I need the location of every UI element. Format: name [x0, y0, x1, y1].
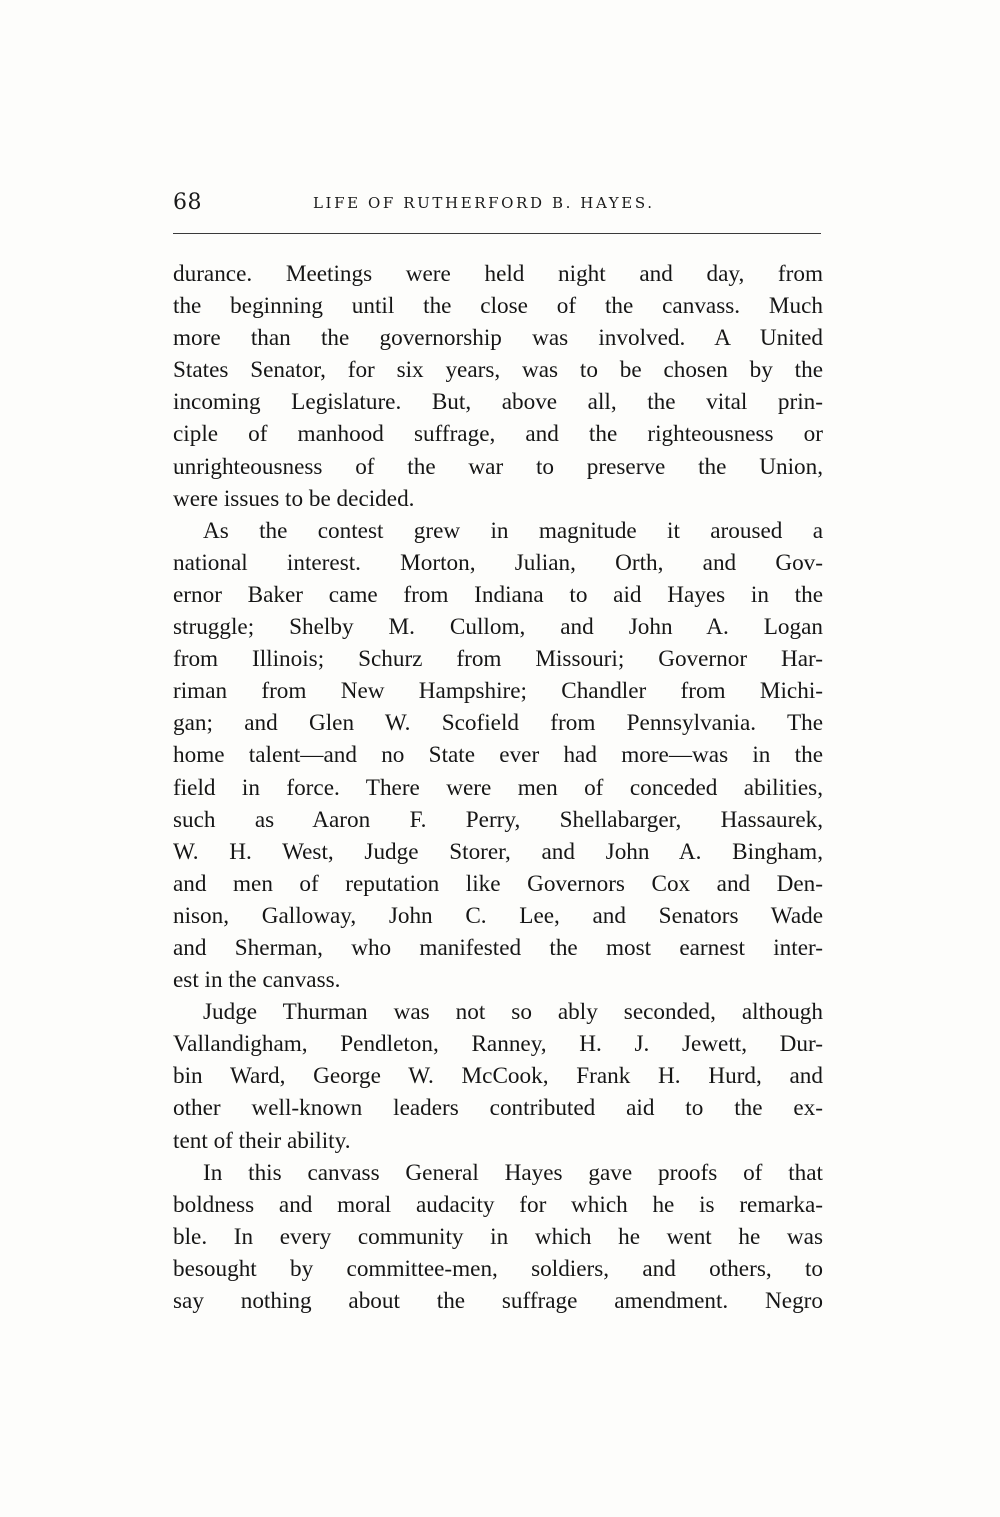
text-line: nison, Galloway, John C. Lee, and Senators Wade: [173, 902, 823, 929]
text-line: boldness and moral audacity for which he is remarka-: [173, 1191, 823, 1218]
text-line: besought by committee-men, soldiers, and others, to: [173, 1255, 823, 1282]
text-line: gan; and Glen W. Scofield from Pennsylvania. The: [173, 710, 823, 737]
text-line: Vallandigham, Pendleton, Ranney, H. J. Jewett, Dur-: [173, 1031, 823, 1058]
text-line: ciple of manhood suffrage, and the righteousness or: [173, 421, 823, 448]
text-line: such as Aaron F. Perry, Shellabarger, Hassaurek,: [173, 806, 823, 833]
text-line: more than the governorship was involved. A United: [173, 325, 823, 352]
text-line: from Illinois; Schurz from Missouri; Governor Har-: [173, 646, 823, 673]
text-line: say nothing about the suffrage amendment. Negro: [173, 1288, 823, 1314]
text-line: incoming Legislature. But, above all, the vital prin-: [173, 389, 823, 416]
text-line: field in force. There were men of conceded abilities,: [173, 774, 823, 801]
header-rule: [173, 233, 821, 234]
text-line: durance. Meetings were held night and day, from: [173, 261, 823, 287]
text-line: ernor Baker came from Indiana to aid Hayes in the: [173, 581, 823, 608]
text-line: and Sherman, who manifested the most earnest inter-: [173, 934, 823, 961]
text-line: ble. In every community in which he went he was: [173, 1223, 823, 1250]
text-line: unrighteousness of the war to preserve the Union,: [173, 453, 823, 480]
text-line: In this canvass General Hayes gave proofs of that: [203, 1159, 823, 1186]
page-number: 68: [173, 190, 202, 215]
text-line: were issues to be decided.: [173, 485, 415, 512]
text-line: the beginning until the close of the canvass. Much: [173, 293, 823, 320]
text-line: As the contest grew in magnitude it aroused a: [203, 517, 823, 544]
text-line: home talent—and no State ever had more—was in the: [173, 742, 823, 769]
text-line: bin Ward, George W. McCook, Frank H. Hurd, and: [173, 1063, 823, 1090]
text-line: States Senator, for six years, was to be chosen by the: [173, 357, 823, 384]
text-line: national interest. Morton, Julian, Orth, and Gov-: [173, 549, 823, 576]
text-line: struggle; Shelby M. Cullom, and John A. Logan: [173, 614, 823, 641]
text-line: Judge Thurman was not so ably seconded, although: [203, 999, 823, 1026]
running-title: LIFE OF RUTHERFORD B. HAYES.: [313, 194, 655, 212]
body-text: [173, 258, 823, 1317]
text-line: est in the canvass.: [173, 967, 341, 994]
text-line: riman from New Hampshire; Chandler from Michi-: [173, 678, 823, 705]
text-line: W. H. West, Judge Storer, and John A. Bingham,: [173, 838, 823, 865]
text-line: and men of reputation like Governors Cox and Den-: [173, 870, 823, 897]
page-header: [173, 190, 823, 220]
text-line: other well-known leaders contributed aid to the ex-: [173, 1095, 823, 1122]
text-line: tent of their ability.: [173, 1127, 351, 1154]
